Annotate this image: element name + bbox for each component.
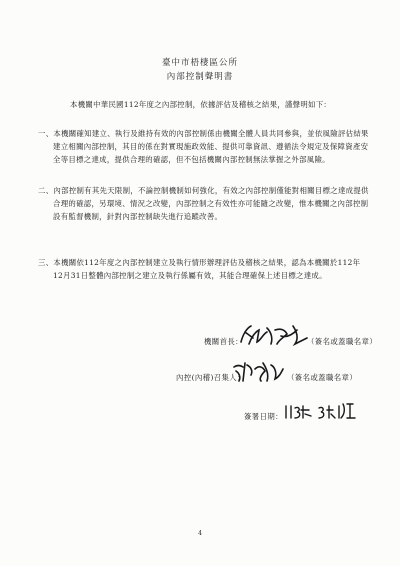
convener-handwritten-signature (231, 357, 285, 385)
agency-head-label: 機關首長： (204, 337, 243, 346)
page-number: 4 (198, 530, 202, 537)
intro-paragraph: 本機關中華民國112年度之內部控制，依據評估及稽核之結果，謹聲明如下： (70, 100, 332, 109)
signing-date-label: 簽署日期： (244, 412, 283, 421)
statement-item-3: 三、本機關依112年度之內部控制建立及執行情形辦理評估及稽核之結果，認為本機關於112年12月31日整體內部控制之建立及執行係屬有效，其能合理確保上述目標之達成。 (38, 258, 361, 280)
agency-head-handwritten-signature (237, 322, 309, 348)
statement-item-2: 二、內部控制有其先天限制，不論控制機制如何強化，有效之內部控制僅能對相關目標之達成提供合理的確認，另環境、情況之改變，內部控制之有效性亦可能隨之改變，惟本機關之內部控制設有監督機制，針對內部控制缺失進行追蹤改善。 (38, 186, 369, 221)
convener-note: （簽名或蓋職名章） (287, 373, 358, 382)
handwritten-date (283, 400, 359, 422)
agency-head-note: （簽名或蓋職名章） (307, 337, 378, 346)
document-title: 內部控制聲明書 (166, 72, 234, 82)
organization-name: 臺中市梧棲區公所 (161, 58, 238, 68)
statement-item-1: 一、本機關確知建立、執行及維持有效的內部控制係由機關全體人員共同參與，並依風險評估結果建立相關內部控制，其目的係在對實現施政效能、提供可靠資訊、遵循法令規定及保障資產安全等目標之達成，提供合理的確認，但不包括機關內部控制無法掌握之外部風險。 (38, 129, 369, 164)
convener-label: 內控(內稽)召集人： (176, 373, 245, 382)
